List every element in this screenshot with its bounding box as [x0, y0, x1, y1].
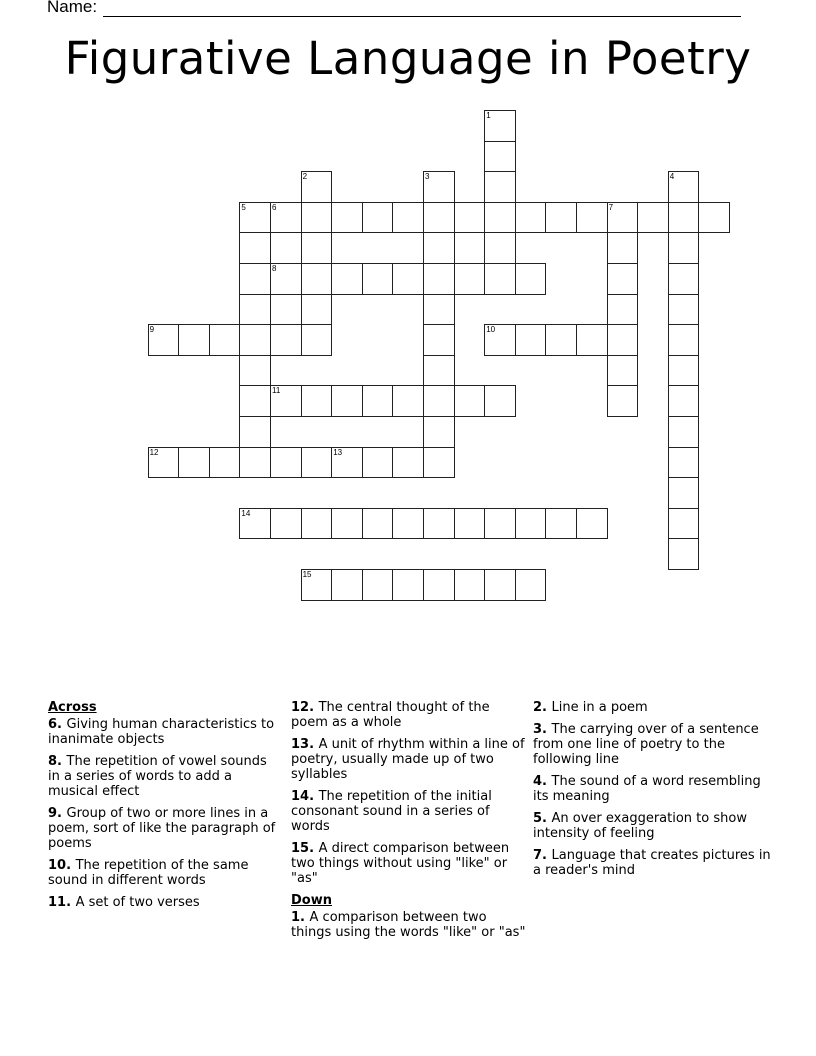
grid-cell[interactable]	[668, 171, 700, 203]
grid-cell[interactable]	[270, 447, 302, 479]
cell-number: 9	[149, 325, 155, 335]
grid-cell[interactable]	[301, 324, 333, 356]
grid-cell[interactable]	[209, 324, 241, 356]
name-label: Name:	[47, 0, 98, 16]
clue-text: A set of two verses	[75, 895, 200, 910]
grid-cell[interactable]	[668, 202, 700, 234]
clue-number: 14	[291, 789, 310, 804]
clue-text: Line in a poem	[551, 700, 648, 715]
grid-cell[interactable]	[484, 569, 516, 601]
cell-number: 12	[149, 447, 159, 457]
clue-number: 1	[291, 910, 301, 925]
cell-number: 4	[669, 172, 675, 182]
clue-across-8: 8. The repetition of vowel sounds in a series of words to add a musical effect	[48, 754, 267, 799]
grid-cell[interactable]	[668, 355, 700, 387]
grid-cell[interactable]	[331, 202, 363, 234]
grid-cell[interactable]	[423, 385, 455, 417]
grid-cell[interactable]	[423, 416, 455, 448]
grid-cell[interactable]	[668, 263, 700, 295]
clue-across-9: 9. Group of two or more lines in a poem, sort of like the paragraph of poems	[48, 806, 276, 851]
grid-cell[interactable]	[423, 355, 455, 387]
grid-cell[interactable]	[239, 416, 271, 448]
clue-across-11: 11. A set of two verses	[48, 895, 200, 910]
grid-cell[interactable]	[484, 263, 516, 295]
clue-number: 8	[48, 754, 58, 769]
grid-cell[interactable]	[148, 324, 180, 356]
grid-cell[interactable]	[270, 202, 302, 234]
down-heading: Down	[291, 893, 332, 908]
grid-cell[interactable]	[362, 447, 394, 479]
page-title: Figurative Language in Poetry	[64, 32, 752, 85]
grid-cell[interactable]	[668, 508, 700, 540]
grid-cell[interactable]	[668, 477, 700, 509]
grid-cell[interactable]	[423, 569, 455, 601]
grid-cell[interactable]	[454, 569, 486, 601]
across-heading: Across	[48, 700, 97, 715]
grid-cell[interactable]	[607, 355, 639, 387]
grid-cell[interactable]	[392, 508, 424, 540]
grid-cell[interactable]	[484, 110, 516, 142]
grid-cell[interactable]	[362, 263, 394, 295]
grid-cell[interactable]	[454, 263, 486, 295]
grid-cell[interactable]	[301, 294, 333, 326]
clue-number: 12	[291, 700, 310, 715]
grid-cell[interactable]	[515, 202, 547, 234]
grid-cell[interactable]	[515, 263, 547, 295]
grid-cell[interactable]	[454, 202, 486, 234]
clue-number: 13	[291, 737, 310, 752]
grid-cell[interactable]	[668, 232, 700, 264]
clue-across-13: 13. A unit of rhythm within a line of poetry, usually made up of two syllables	[291, 737, 525, 782]
clue-text: The central thought of the poem as a whole	[291, 700, 490, 730]
grid-cell[interactable]	[423, 171, 455, 203]
grid-cell[interactable]	[545, 324, 577, 356]
grid-cell[interactable]	[668, 538, 700, 570]
clue-down-2: 2. Line in a poem	[533, 700, 648, 715]
name-field-line[interactable]	[103, 16, 741, 17]
grid-cell[interactable]	[392, 202, 424, 234]
grid-cell[interactable]	[607, 324, 639, 356]
cell-number: 14	[241, 508, 251, 518]
clue-text: Language that creates pictures in a reader's mind	[533, 848, 771, 878]
grid-cell[interactable]	[484, 232, 516, 264]
grid-cell[interactable]	[484, 385, 516, 417]
grid-cell[interactable]	[423, 202, 455, 234]
grid-cell[interactable]	[423, 263, 455, 295]
grid-cell[interactable]	[484, 171, 516, 203]
grid-cell[interactable]	[607, 232, 639, 264]
grid-cell[interactable]	[668, 385, 700, 417]
grid-cell[interactable]	[484, 508, 516, 540]
grid-cell[interactable]	[607, 263, 639, 295]
grid-cell[interactable]	[668, 294, 700, 326]
clue-across-10: 10. The repetition of the same sound in different words	[48, 858, 249, 888]
cell-number: 2	[302, 172, 308, 182]
clue-across-12: 12. The central thought of the poem as a whole	[291, 700, 490, 730]
grid-cell[interactable]	[392, 263, 424, 295]
grid-cell[interactable]	[362, 569, 394, 601]
grid-cell[interactable]	[239, 355, 271, 387]
grid-cell[interactable]	[301, 447, 333, 479]
clue-number: 10	[48, 858, 67, 873]
grid-cell[interactable]	[331, 569, 363, 601]
grid-cell[interactable]	[515, 508, 547, 540]
grid-cell[interactable]	[301, 569, 333, 601]
clue-text: A comparison between two things using the words "like" or "as"	[291, 910, 526, 940]
grid-cell[interactable]	[668, 416, 700, 448]
clue-text: The repetition of the initial consonant sound in a series of words	[291, 789, 492, 834]
grid-cell[interactable]	[392, 569, 424, 601]
grid-cell[interactable]	[515, 324, 547, 356]
grid-cell[interactable]	[515, 569, 547, 601]
grid-cell[interactable]	[423, 447, 455, 479]
clue-number: 9	[48, 806, 58, 821]
clue-text: The repetition of the same sound in different words	[48, 858, 249, 888]
cell-number: 10	[486, 325, 496, 335]
grid-cell[interactable]	[637, 202, 669, 234]
cell-number: 7	[608, 202, 614, 212]
grid-cell[interactable]	[423, 294, 455, 326]
clue-number: 2	[533, 700, 543, 715]
grid-cell[interactable]	[362, 508, 394, 540]
grid-cell[interactable]	[423, 324, 455, 356]
grid-cell[interactable]	[148, 447, 180, 479]
grid-cell[interactable]	[331, 263, 363, 295]
grid-cell[interactable]	[270, 263, 302, 295]
cell-number: 6	[272, 202, 277, 212]
grid-cell[interactable]	[239, 324, 271, 356]
grid-cell[interactable]	[270, 508, 302, 540]
grid-cell[interactable]	[362, 385, 394, 417]
grid-cell[interactable]	[423, 232, 455, 264]
grid-cell[interactable]	[239, 385, 271, 417]
grid-cell[interactable]	[301, 385, 333, 417]
grid-cell[interactable]	[239, 202, 271, 234]
clue-across-6: 6. Giving human characteristics to inanimate objects	[48, 717, 275, 747]
grid-cell[interactable]	[362, 202, 394, 234]
grid-cell[interactable]	[607, 385, 639, 417]
grid-cell[interactable]	[607, 202, 639, 234]
grid-cell[interactable]	[301, 508, 333, 540]
cell-number: 3	[425, 172, 430, 182]
clue-text: Group of two or more lines in a poem, sort of like the paragraph of poems	[48, 806, 276, 851]
grid-cell[interactable]	[178, 447, 210, 479]
clue-number: 4	[533, 774, 543, 789]
grid-cell[interactable]	[331, 385, 363, 417]
grid-cell[interactable]	[484, 202, 516, 234]
grid-cell[interactable]	[301, 232, 333, 264]
clue-number: 15	[291, 841, 310, 856]
clue-across-14: 14. The repetition of the initial consonant sound in a series of words	[291, 789, 492, 834]
grid-cell[interactable]	[331, 508, 363, 540]
clue-text: Giving human characteristics to inanimate objects	[48, 717, 275, 747]
grid-cell[interactable]	[209, 447, 241, 479]
grid-cell[interactable]	[301, 171, 333, 203]
clue-down-4: 4. The sound of a word resembling its meaning	[533, 774, 761, 804]
clue-number: 6	[48, 717, 58, 732]
grid-cell[interactable]	[301, 263, 333, 295]
grid-cell[interactable]	[484, 141, 516, 173]
clue-number: 5	[533, 811, 543, 826]
cell-number: 15	[302, 570, 312, 579]
clue-number: 11	[48, 895, 67, 910]
clue-text: A unit of rhythm within a line of poetry, usually made up of two syllables	[291, 737, 525, 782]
grid-cell[interactable]	[239, 232, 271, 264]
clue-number: 7	[533, 848, 543, 863]
clue-text: The sound of a word resembling its meaning	[533, 774, 761, 804]
cell-number: 5	[241, 202, 246, 212]
grid-cell[interactable]	[331, 447, 363, 479]
clue-down-3: 3. The carrying over of a sentence from one line of poetry to the following line	[533, 722, 759, 767]
grid-cell[interactable]	[668, 324, 700, 356]
grid-cell[interactable]	[576, 202, 608, 234]
grid-cell[interactable]	[392, 447, 424, 479]
grid-cell[interactable]	[239, 263, 271, 295]
grid-cell[interactable]	[454, 508, 486, 540]
clue-text: The carrying over of a sentence from one line of poetry to the following line	[533, 722, 759, 767]
grid-cell[interactable]	[454, 385, 486, 417]
grid-cell[interactable]	[239, 294, 271, 326]
grid-cell[interactable]	[423, 508, 455, 540]
clue-text: A direct comparison between two things without using "like" or "as"	[291, 841, 510, 886]
cell-number: 1	[486, 111, 491, 120]
grid-cell[interactable]	[178, 324, 210, 356]
clue-across-15: 15. A direct comparison between two things without using "like" or "as"	[291, 841, 510, 886]
grid-cell[interactable]	[484, 324, 516, 356]
clue-down-1: 1. A comparison between two things using the words "like" or "as"	[291, 910, 526, 940]
grid-cell[interactable]	[545, 508, 577, 540]
clue-number: 3	[533, 722, 543, 737]
clue-down-7: 7. Language that creates pictures in a reader's mind	[533, 848, 771, 878]
grid-cell[interactable]	[301, 202, 333, 234]
grid-cell[interactable]	[698, 202, 730, 234]
grid-cell[interactable]	[545, 202, 577, 234]
clues-column-1	[48, 700, 278, 917]
grid-cell[interactable]	[607, 294, 639, 326]
cell-number: 8	[272, 264, 277, 273]
grid-cell[interactable]	[239, 447, 271, 479]
grid-cell[interactable]	[270, 385, 302, 417]
clues-column-3	[533, 700, 773, 885]
grid-cell[interactable]	[576, 508, 608, 540]
cell-number: 13	[333, 447, 343, 457]
clue-down-5: 5. An over exaggeration to show intensity of feeling	[533, 811, 747, 841]
grid-cell[interactable]	[668, 447, 700, 479]
grid-cell[interactable]	[239, 508, 271, 540]
grid-cell[interactable]	[270, 324, 302, 356]
cell-number: 11	[272, 386, 281, 396]
clues-column-2	[291, 700, 527, 947]
grid-cell[interactable]	[392, 385, 424, 417]
clue-text: An over exaggeration to show intensity of feeling	[533, 811, 747, 841]
clue-text: The repetition of vowel sounds in a series of words to add a musical effect	[48, 754, 267, 799]
grid-cell[interactable]	[576, 324, 608, 356]
